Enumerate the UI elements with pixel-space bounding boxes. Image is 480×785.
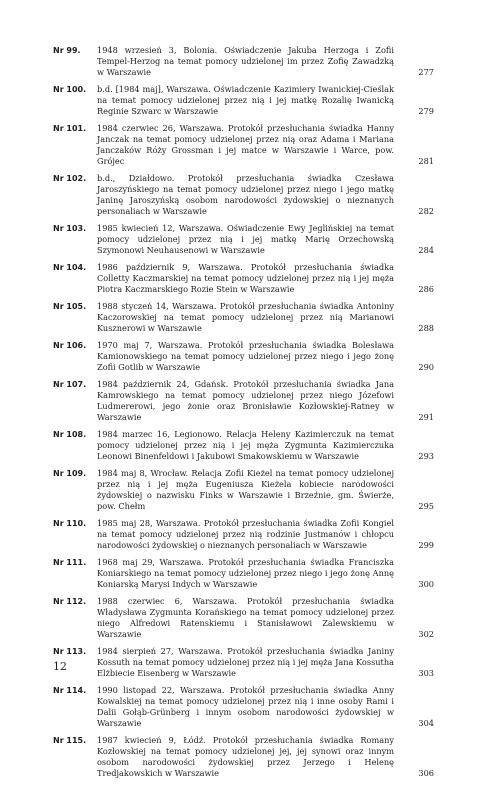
entry-title: 1968 maj 29, Warszawa. Protokół przesłuchania świadka Franciszka Koniarskiego na temat pomocy udzielonej przez niego i jego żonę Annę Koniarską Marysi Indych w Warszawie <box>97 557 394 589</box>
entry-title: 1985 kwiecień 12, Warszawa. Oświadczenie Ewy Jeglińskiej na temat pomocy udzielonej przez nią i jej matkę Marię Orzechowską Szymonowi Neuhausenowi w Warszawie <box>97 223 394 255</box>
entry-page-number: 288 <box>418 323 434 333</box>
toc-entry <box>53 45 434 78</box>
entry-number: Nr 114. <box>53 686 87 695</box>
entry-number: Nr 106. <box>53 341 87 350</box>
entry-title: 1990 listopad 22, Warszawa. Protokół przesłuchania świadka Anny Kowalskiej na temat pomocy udzielonej przez nią i inne osoby Rami i Dalii Gołąb-Grünberg i innym osobom narodowości żydowskiej w Warszawie <box>97 685 394 728</box>
entry-number: Nr 112. <box>53 597 87 606</box>
entry-title: 1984 marzec 16, Legionowo. Relacja Heleny Kazimierczuk na temat pomocy udzielonej przez nią i jej męża Zygmunta Kazimierczuka Leonowi Binenfeldowi i Jakubowi Smakowskiemu w Warszawie <box>97 429 394 461</box>
entry-page-number: 303 <box>418 668 434 678</box>
entry-page-number: 291 <box>418 412 434 422</box>
toc-entry <box>53 340 434 373</box>
entry-title: 1984 sierpień 27, Warszawa. Protokół przesłuchania świadka Janiny Kossuth na temat pomocy udzielonej przez nią i jej męża Jana Kossutha Elżbiecie Eisenberg w Warszawie <box>97 646 394 678</box>
entry-page-number: 282 <box>418 206 434 216</box>
entry-title: 1988 styczeń 14, Warszawa. Protokół przesłuchania świadka Antoniny Kaczorowskiej na temat pomocy udzielonej przez nią Marianowi Kusznerowi w Warszawie <box>97 301 394 333</box>
entry-title: b.d. [1984 maj], Warszawa. Oświadczenie Kazimiery Iwanickiej-Cieślak na temat pomocy udzielonej przez nią i jej matkę Rozalię Iwanicką Reginie Szwarc w Warszawie <box>97 84 394 116</box>
toc-entry <box>53 685 434 729</box>
toc-entry <box>53 223 434 256</box>
entry-title: 1984 maj 8, Wrocław. Relacja Zofii Kieżel na temat pomocy udzielonej przez nią i jej męża Eugeniusza Kieżela kobiecie narodowości żydowskiej o nazwisku Finks w Warszawie i Brzeźnie, gm. Świerże, pow. Chełm <box>97 468 394 511</box>
entry-number: Nr 101. <box>53 124 87 133</box>
entry-title: 1988 czerwiec 6, Warszawa. Protokół przesłuchania świadka Władysława Zygmunta Korańskiego na temat pomocy udzielonej przez niego Alfredowi Ratenskiemu i Stanisławowi Zalewskiemu w Warszawie <box>97 596 394 639</box>
entry-title: 1985 maj 28, Warszawa. Protokół przesłuchania świadka Zofii Kongiel na temat pomocy udzielonej przez nią rodzinie Justmanów i chłopcu narodowości żydowskiej o nieznanych personaliach w Warszawie <box>97 518 394 550</box>
toc-entry <box>53 596 434 640</box>
entry-number: Nr 108. <box>53 430 87 439</box>
entry-number: Nr 105. <box>53 302 87 311</box>
entry-page-number: 279 <box>418 106 434 116</box>
toc-entry <box>53 301 434 334</box>
entry-page-number: 299 <box>418 540 434 550</box>
toc-entry <box>53 123 434 167</box>
toc-entry <box>53 518 434 551</box>
entry-number: Nr 103. <box>53 224 87 233</box>
entry-title: 1984 październik 24, Gdańsk. Protokół przesłuchania świadka Jana Kamrowskiego na temat pomocy udzielonej przez niego Józefowi Ludmererowi, jego żonie oraz Bronisławie Kozłowskiej-Ratney w Warszawie <box>97 379 394 422</box>
entry-title: 1986 październik 9, Warszawa. Protokół przesłuchania świadka Colletty Kaczmarskiej na temat pomocy udzielonej przez nią i jej męża Piotra Kaczmarskiego Rozie Stein w Warszawie <box>97 262 394 294</box>
entry-title: b.d., Działdowo. Protokół przesłuchania świadka Czesława Jaroszyńskiego na temat pomocy udzielonej przez niego i jego matkę Janinę Jaroszyńską osobom narodowości żydowskiej o nieznanych personaliach w Warszawie <box>97 173 394 216</box>
entry-number: Nr 99. <box>53 46 81 55</box>
toc-entry <box>53 84 434 117</box>
toc-entry <box>53 429 434 462</box>
entry-number: Nr 115. <box>53 736 87 745</box>
toc-entry <box>53 468 434 512</box>
entry-title: 1987 kwiecień 9, Łódź. Protokół przesłuchania świadka Romany Kozłowskiej na temat pomocy udzielonej jej, jej synowi oraz innym osobom narodowości żydowskiej przez Jerzego i Helenę Tredjakowskich w Warszawie <box>97 735 394 778</box>
entry-number: Nr 100. <box>53 85 87 94</box>
page-number: 12 <box>53 660 67 673</box>
toc-entry <box>53 735 434 779</box>
entry-page-number: 300 <box>418 579 434 589</box>
entry-page-number: 286 <box>418 284 434 294</box>
toc-entry <box>53 557 434 590</box>
entry-number: Nr 113. <box>53 647 87 656</box>
entry-title: 1984 czerwiec 26, Warszawa. Protokół przesłuchania świadka Hanny Janczak na temat pomocy udzielonej przez nią oraz Adama i Mariana Janczaków Róży Grossman i jej matce w Warszawie i Warce, pow. Grójec <box>97 123 394 166</box>
toc-entry <box>53 646 434 679</box>
entry-page-number: 306 <box>418 768 434 778</box>
entry-page-number: 281 <box>418 156 434 166</box>
entry-title: 1948 wrzesień 3, Bolonia. Oświadczenie Jakuba Herzoga i Zofii Tempel-Herzog na temat pomocy udzielonej im przez Zofię Zawadzką w Warszawie <box>97 45 394 77</box>
toc-entry <box>53 262 434 295</box>
entry-number: Nr 110. <box>53 519 87 528</box>
toc-entry <box>53 173 434 217</box>
entry-page-number: 277 <box>418 67 434 77</box>
entry-title: 1970 maj 7, Warszawa. Protokół przesłuchania świadka Bolesława Kamionowskiego na temat pomocy udzielonej przez niego i jego żonę Zofii Gotlib w Warszawie <box>97 340 394 372</box>
entry-page-number: 302 <box>418 629 434 639</box>
table-of-contents <box>53 45 434 785</box>
entry-page-number: 293 <box>418 451 434 461</box>
entry-number: Nr 102. <box>53 174 87 183</box>
entry-number: Nr 104. <box>53 263 87 272</box>
entry-number: Nr 107. <box>53 380 87 389</box>
entry-page-number: 284 <box>418 245 434 255</box>
entry-page-number: 304 <box>418 718 434 728</box>
entry-number: Nr 111. <box>53 558 87 567</box>
toc-entry <box>53 379 434 423</box>
entry-page-number: 290 <box>418 362 434 372</box>
entry-number: Nr 109. <box>53 469 87 478</box>
entry-page-number: 295 <box>418 501 434 511</box>
